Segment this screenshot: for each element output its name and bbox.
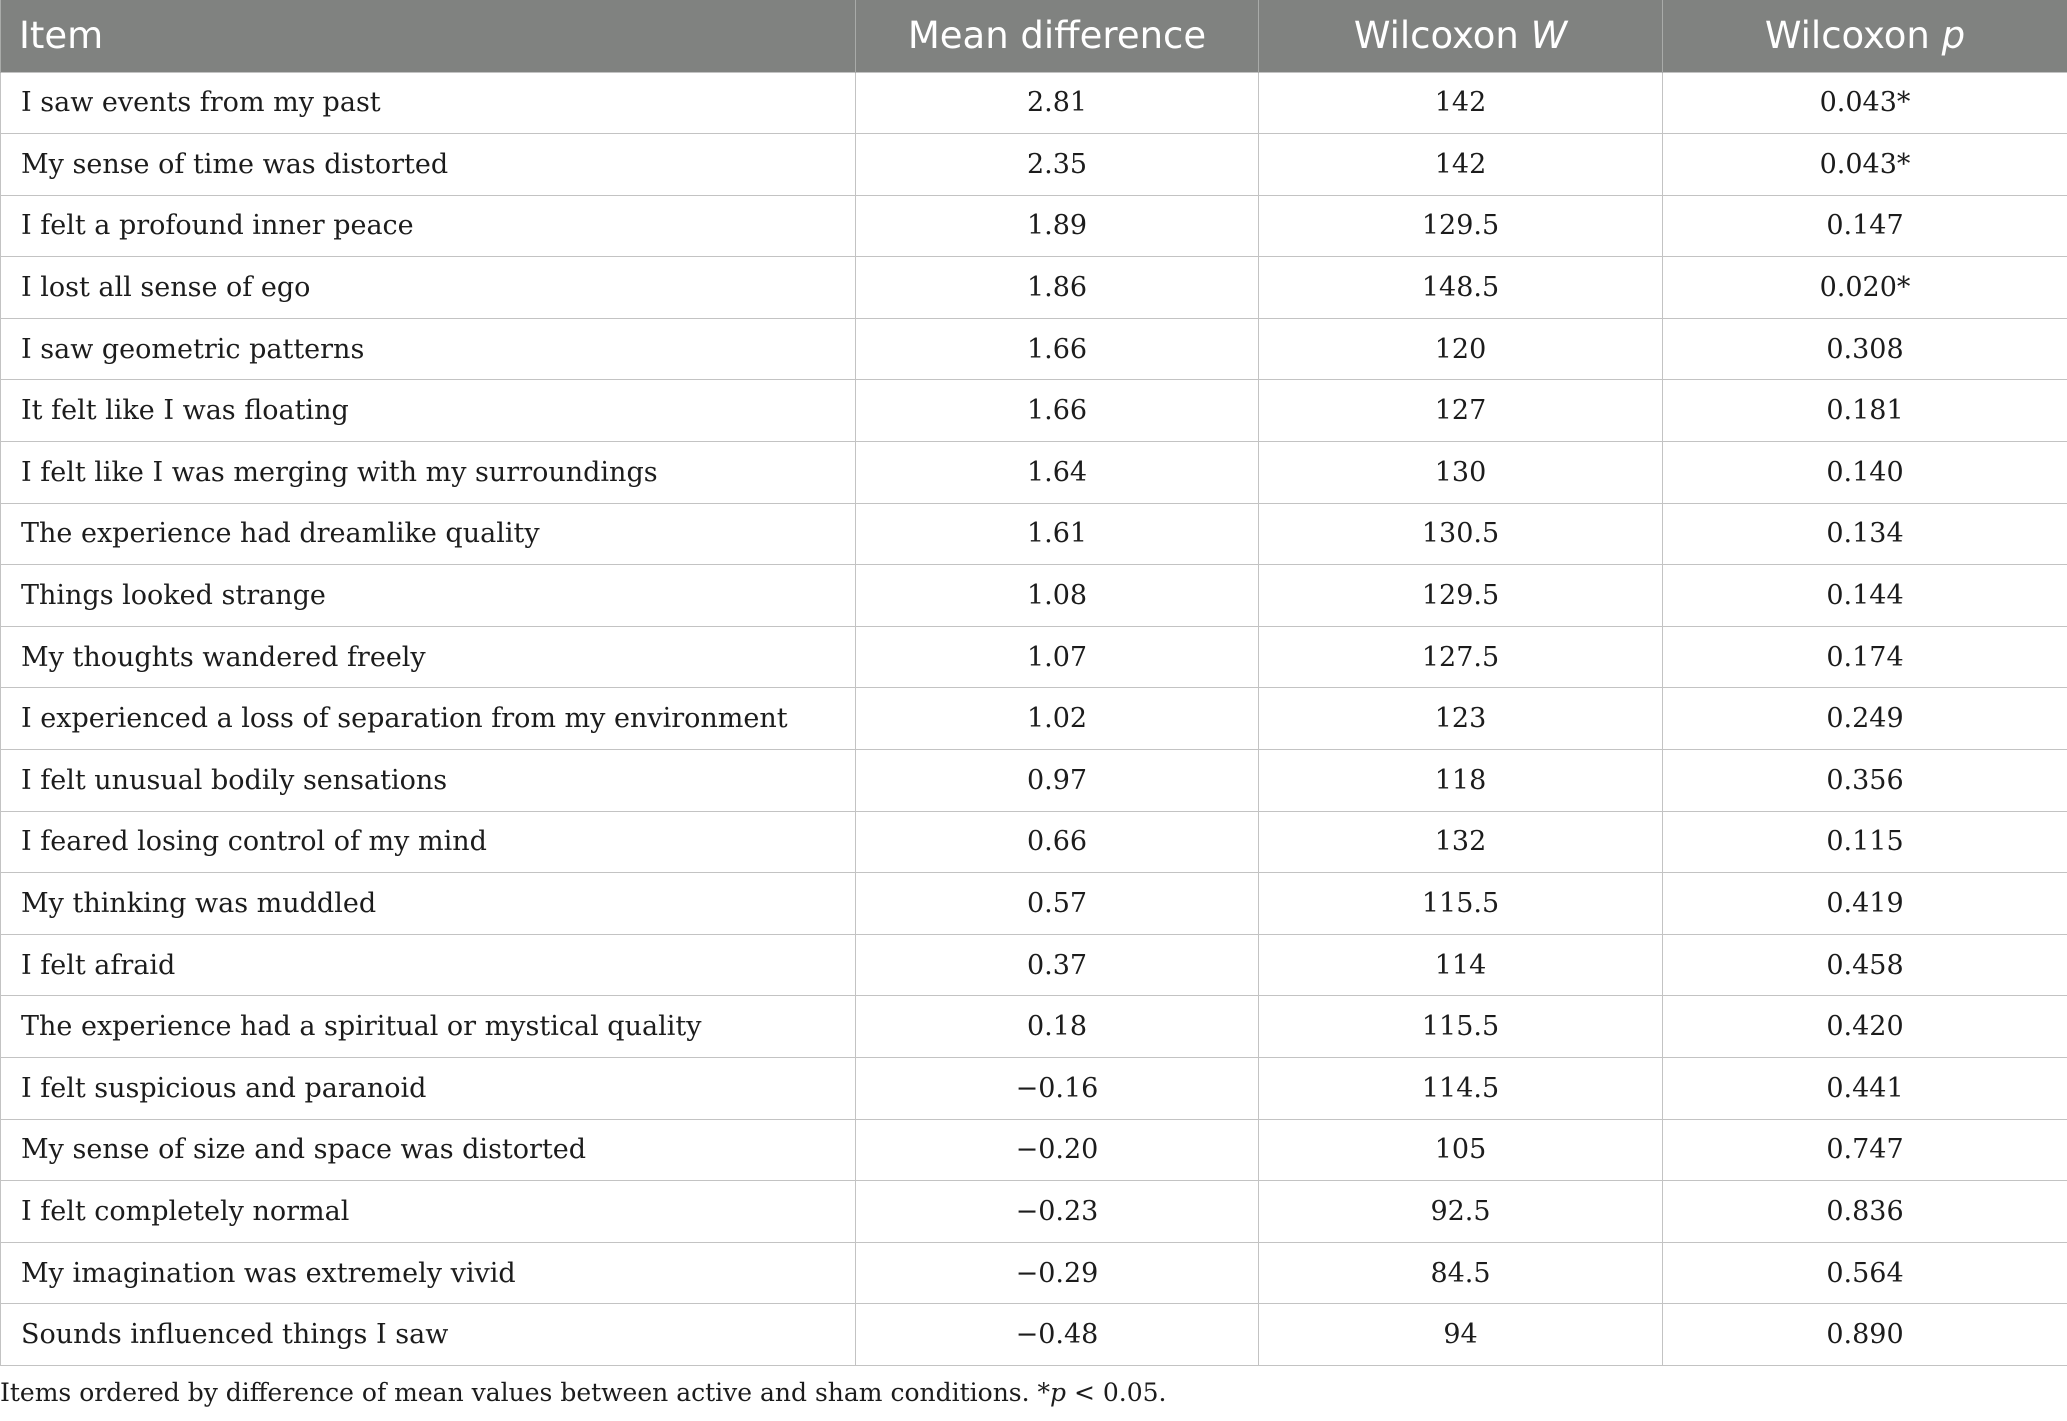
cell-mean-difference: 1.64 bbox=[856, 442, 1259, 504]
header-wilcoxon-w bbox=[1259, 0, 1663, 72]
cell-wilcoxon-w: 130 bbox=[1259, 442, 1663, 504]
cell-item: I felt a profound inner peace bbox=[1, 195, 856, 257]
table-row bbox=[1, 134, 2067, 196]
cell-wilcoxon-p: 0.043* bbox=[1663, 134, 2067, 196]
cell-wilcoxon-w: 129.5 bbox=[1259, 195, 1663, 257]
cell-item: I lost all sense of ego bbox=[1, 257, 856, 319]
cell-wilcoxon-w: 92.5 bbox=[1259, 1181, 1663, 1243]
table-row bbox=[1, 1242, 2067, 1304]
header-mean-difference bbox=[856, 0, 1259, 72]
table-row bbox=[1, 750, 2067, 812]
cell-item: Sounds influenced things I saw bbox=[1, 1304, 856, 1366]
table-row bbox=[1, 503, 2067, 565]
cell-wilcoxon-w: 114.5 bbox=[1259, 1058, 1663, 1120]
table-row bbox=[1, 1058, 2067, 1120]
cell-wilcoxon-p: 0.134 bbox=[1663, 503, 2067, 565]
cell-item: I felt completely normal bbox=[1, 1181, 856, 1243]
cell-item: My thoughts wandered freely bbox=[1, 626, 856, 688]
cell-mean-difference: 1.89 bbox=[856, 195, 1259, 257]
cell-wilcoxon-p: 0.020* bbox=[1663, 257, 2067, 319]
header-wilcoxon-w-prefix: Wilcoxon bbox=[1353, 14, 1531, 58]
table-header bbox=[1, 0, 2067, 72]
cell-wilcoxon-w: 142 bbox=[1259, 72, 1663, 134]
cell-wilcoxon-p: 0.747 bbox=[1663, 1119, 2067, 1181]
table-row bbox=[1, 626, 2067, 688]
cell-wilcoxon-p: 0.564 bbox=[1663, 1242, 2067, 1304]
cell-wilcoxon-w: 115.5 bbox=[1259, 996, 1663, 1058]
cell-mean-difference: −0.20 bbox=[856, 1119, 1259, 1181]
cell-wilcoxon-w: 132 bbox=[1259, 811, 1663, 873]
cell-wilcoxon-p: 0.115 bbox=[1663, 811, 2067, 873]
cell-wilcoxon-w: 127 bbox=[1259, 380, 1663, 442]
cell-mean-difference: 0.66 bbox=[856, 811, 1259, 873]
cell-item: It felt like I was floating bbox=[1, 380, 856, 442]
cell-wilcoxon-p: 0.249 bbox=[1663, 688, 2067, 750]
header-wilcoxon-p-prefix: Wilcoxon bbox=[1764, 14, 1942, 58]
header-item-label: Item bbox=[19, 14, 104, 58]
cell-mean-difference: 1.02 bbox=[856, 688, 1259, 750]
cell-item: My sense of size and space was distorted bbox=[1, 1119, 856, 1181]
table-row bbox=[1, 1119, 2067, 1181]
cell-mean-difference: 1.66 bbox=[856, 318, 1259, 380]
footnote-p-symbol: p bbox=[1050, 1378, 1067, 1407]
cell-wilcoxon-w: 84.5 bbox=[1259, 1242, 1663, 1304]
table-row bbox=[1, 318, 2067, 380]
footnote-threshold: < 0.05. bbox=[1066, 1378, 1167, 1407]
cell-wilcoxon-p: 0.043* bbox=[1663, 72, 2067, 134]
cell-item: The experience had dreamlike quality bbox=[1, 503, 856, 565]
table-row bbox=[1, 442, 2067, 504]
header-wilcoxon-p bbox=[1663, 0, 2067, 72]
table-row bbox=[1, 1181, 2067, 1243]
cell-mean-difference: 1.07 bbox=[856, 626, 1259, 688]
cell-mean-difference: −0.48 bbox=[856, 1304, 1259, 1366]
cell-item: I felt afraid bbox=[1, 934, 856, 996]
cell-wilcoxon-p: 0.458 bbox=[1663, 934, 2067, 996]
cell-mean-difference: 0.18 bbox=[856, 996, 1259, 1058]
header-wilcoxon-w-symbol: W bbox=[1530, 14, 1568, 58]
cell-mean-difference: −0.23 bbox=[856, 1181, 1259, 1243]
table-row bbox=[1, 996, 2067, 1058]
cell-item: I experienced a loss of separation from my environment bbox=[1, 688, 856, 750]
footnote-text: Items ordered by difference of mean values between active and sham conditions. * bbox=[0, 1378, 1051, 1407]
cell-wilcoxon-p: 0.308 bbox=[1663, 318, 2067, 380]
cell-wilcoxon-p: 0.836 bbox=[1663, 1181, 2067, 1243]
cell-item: My imagination was extremely vivid bbox=[1, 1242, 856, 1304]
cell-wilcoxon-w: 129.5 bbox=[1259, 565, 1663, 627]
cell-wilcoxon-w: 115.5 bbox=[1259, 873, 1663, 935]
cell-wilcoxon-w: 120 bbox=[1259, 318, 1663, 380]
cell-item: I felt like I was merging with my surroundings bbox=[1, 442, 856, 504]
header-wilcoxon-p-symbol: p bbox=[1941, 14, 1966, 58]
cell-mean-difference: 0.97 bbox=[856, 750, 1259, 812]
cell-wilcoxon-w: 148.5 bbox=[1259, 257, 1663, 319]
cell-wilcoxon-p: 0.420 bbox=[1663, 996, 2067, 1058]
cell-wilcoxon-p: 0.140 bbox=[1663, 442, 2067, 504]
table-row bbox=[1, 934, 2067, 996]
cell-wilcoxon-w: 118 bbox=[1259, 750, 1663, 812]
cell-wilcoxon-w: 123 bbox=[1259, 688, 1663, 750]
cell-mean-difference: 2.35 bbox=[856, 134, 1259, 196]
table-row bbox=[1, 565, 2067, 627]
cell-wilcoxon-p: 0.174 bbox=[1663, 626, 2067, 688]
cell-item: I felt suspicious and paranoid bbox=[1, 1058, 856, 1120]
table-row bbox=[1, 380, 2067, 442]
cell-item: I feared losing control of my mind bbox=[1, 811, 856, 873]
table-row bbox=[1, 688, 2067, 750]
header-item bbox=[1, 0, 856, 72]
table-row bbox=[1, 873, 2067, 935]
cell-item: I saw events from my past bbox=[1, 72, 856, 134]
table-row bbox=[1, 72, 2067, 134]
cell-mean-difference: 1.61 bbox=[856, 503, 1259, 565]
cell-item: The experience had a spiritual or mystical quality bbox=[1, 996, 856, 1058]
cell-mean-difference: −0.16 bbox=[856, 1058, 1259, 1120]
cell-wilcoxon-w: 114 bbox=[1259, 934, 1663, 996]
cell-wilcoxon-p: 0.181 bbox=[1663, 380, 2067, 442]
table-body bbox=[1, 72, 2067, 1365]
cell-wilcoxon-p: 0.356 bbox=[1663, 750, 2067, 812]
cell-wilcoxon-w: 142 bbox=[1259, 134, 1663, 196]
cell-mean-difference: 2.81 bbox=[856, 72, 1259, 134]
cell-mean-difference: 1.66 bbox=[856, 380, 1259, 442]
cell-wilcoxon-w: 94 bbox=[1259, 1304, 1663, 1366]
cell-item: My thinking was muddled bbox=[1, 873, 856, 935]
table-row bbox=[1, 257, 2067, 319]
cell-item: I saw geometric patterns bbox=[1, 318, 856, 380]
cell-mean-difference: 1.86 bbox=[856, 257, 1259, 319]
table-row bbox=[1, 1304, 2067, 1366]
cell-wilcoxon-p: 0.890 bbox=[1663, 1304, 2067, 1366]
table-row bbox=[1, 195, 2067, 257]
table-footnote bbox=[0, 1378, 1167, 1407]
cell-wilcoxon-w: 130.5 bbox=[1259, 503, 1663, 565]
cell-wilcoxon-p: 0.441 bbox=[1663, 1058, 2067, 1120]
cell-item: I felt unusual bodily sensations bbox=[1, 750, 856, 812]
cell-wilcoxon-p: 0.419 bbox=[1663, 873, 2067, 935]
cell-wilcoxon-w: 105 bbox=[1259, 1119, 1663, 1181]
cell-wilcoxon-p: 0.144 bbox=[1663, 565, 2067, 627]
header-mean-difference-label: Mean difference bbox=[907, 14, 1207, 58]
cell-mean-difference: −0.29 bbox=[856, 1242, 1259, 1304]
cell-wilcoxon-w: 127.5 bbox=[1259, 626, 1663, 688]
cell-item: Things looked strange bbox=[1, 565, 856, 627]
cell-mean-difference: 1.08 bbox=[856, 565, 1259, 627]
table-row bbox=[1, 811, 2067, 873]
cell-wilcoxon-p: 0.147 bbox=[1663, 195, 2067, 257]
header-row bbox=[1, 0, 2067, 72]
cell-item: My sense of time was distorted bbox=[1, 134, 856, 196]
cell-mean-difference: 0.57 bbox=[856, 873, 1259, 935]
cell-mean-difference: 0.37 bbox=[856, 934, 1259, 996]
